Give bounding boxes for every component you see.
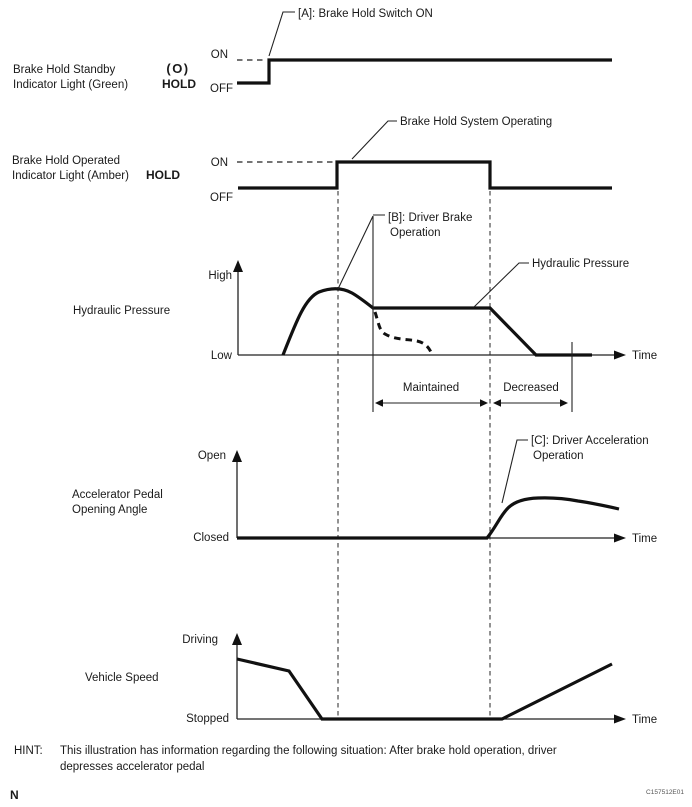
maintained-arrow-right-icon xyxy=(480,399,488,407)
vehicle-x-axis-arrow-icon xyxy=(614,715,626,724)
vehicle-driving-label: Driving xyxy=(182,634,218,646)
vehicle-y-axis-arrow-icon xyxy=(232,633,242,645)
accelerator-open-label: Open xyxy=(197,450,226,462)
hold-lamp-word: HOLD xyxy=(162,77,196,91)
vehicle-time-label: Time xyxy=(632,714,658,726)
standby-row-label-line1: Brake Hold Standby xyxy=(13,64,116,76)
accelerator-row-label-line2: Opening Angle xyxy=(72,504,148,516)
hydraulic-row-label: Hydraulic Pressure xyxy=(73,305,171,317)
vehicle-stopped-label: Stopped xyxy=(186,713,229,725)
hydraulic-pressure-chart xyxy=(73,212,657,412)
hydraulic-low-label: Low xyxy=(210,350,232,362)
driver-brake-pressure-dashed-curve xyxy=(375,312,432,354)
operated-on-label: ON xyxy=(210,157,228,169)
hint-label: HINT: xyxy=(14,745,43,757)
accelerator-x-axis-arrow-icon xyxy=(614,534,626,543)
maintained-region-label: Maintained xyxy=(402,382,460,394)
callout-b-leader-line xyxy=(338,215,385,289)
decreased-arrow-left-icon xyxy=(493,399,501,407)
accelerator-closed-label: Closed xyxy=(193,532,229,544)
hydraulic-curve-callout-label: Hydraulic Pressure xyxy=(532,258,630,270)
figure-footer xyxy=(10,745,684,802)
vehicle-speed-curve xyxy=(237,659,612,719)
callout-a-label: [A]: Brake Hold Switch ON xyxy=(298,8,433,20)
accelerator-time-label: Time xyxy=(632,533,658,545)
standby-indicator-chart xyxy=(13,8,612,95)
hydraulic-y-axis-arrow-icon xyxy=(233,260,243,272)
operated-hold-word: HOLD xyxy=(146,168,180,182)
accelerator-pedal-chart xyxy=(72,435,657,545)
operating-callout-label: Brake Hold System Operating xyxy=(400,116,553,128)
hydraulic-time-label: Time xyxy=(632,350,658,362)
operated-signal-trace xyxy=(238,162,612,188)
standby-off-label: OFF xyxy=(210,83,233,95)
hydraulic-pressure-curve xyxy=(283,289,592,355)
operated-indicator-chart xyxy=(12,116,612,204)
decreased-region-label: Decreased xyxy=(503,382,559,394)
callout-b-label-line2: Operation xyxy=(390,227,441,239)
accelerator-y-axis-arrow-icon xyxy=(232,450,242,462)
standby-signal-trace xyxy=(237,60,612,83)
operating-callout-leader-line xyxy=(352,121,397,159)
hydraulic-high-label: High xyxy=(208,270,232,282)
standby-row-label-line2: Indicator Light (Green) xyxy=(13,79,129,91)
accelerator-row-label-line1: Accelerator Pedal xyxy=(72,489,163,501)
operated-row-label-line1: Brake Hold Operated xyxy=(12,155,121,167)
standby-on-label: ON xyxy=(210,49,228,61)
callout-c-label-line2: Operation xyxy=(533,450,584,462)
figure-code: C157512E01 xyxy=(646,789,684,796)
operated-row-label-line2: Indicator Light (Amber) xyxy=(12,170,129,182)
hint-text-line2: depresses accelerator pedal xyxy=(60,761,205,773)
page-marker: N xyxy=(10,788,19,802)
hydraulic-x-axis-arrow-icon xyxy=(614,351,626,360)
operated-off-label: OFF xyxy=(210,192,233,204)
hydraulic-curve-callout-leader-line xyxy=(474,263,529,307)
maintained-arrow-left-icon xyxy=(375,399,383,407)
callout-c-label-line1: [C]: Driver Acceleration xyxy=(531,435,649,447)
callout-b-label-line1: [B]: Driver Brake xyxy=(388,212,473,224)
hold-lamp-icon: (O) xyxy=(166,61,190,76)
callout-c-leader-line xyxy=(502,440,528,503)
callout-a-leader-line xyxy=(269,12,295,56)
accelerator-opening-curve xyxy=(237,498,619,538)
hint-text-line1: This illustration has information regarding the following situation: After brake hold operation, driver xyxy=(60,745,557,757)
vehicle-row-label: Vehicle Speed xyxy=(85,672,159,684)
decreased-arrow-right-icon xyxy=(560,399,568,407)
vehicle-speed-chart xyxy=(85,633,657,726)
